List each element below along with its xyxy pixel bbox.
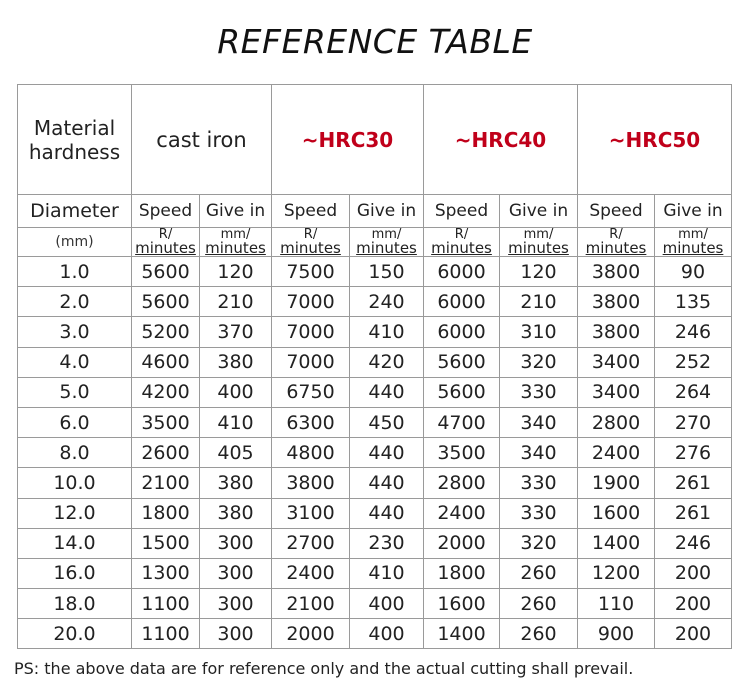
give-in-cell: 300: [200, 619, 272, 649]
give-in-cell: 400: [200, 377, 272, 407]
speed-cell: 4600: [132, 347, 200, 377]
speed-cell: 6000: [424, 317, 500, 347]
speed-header: Speed: [272, 195, 350, 228]
group-header-cast-iron: cast iron: [132, 85, 272, 195]
give-in-cell: 380: [200, 468, 272, 498]
give-in-cell: 240: [350, 287, 424, 317]
data-body: [18, 257, 732, 649]
table-row: [18, 257, 732, 287]
group-header-hrc40: ~HRC40: [424, 85, 578, 195]
speed-cell: 4800: [272, 438, 350, 468]
speed-unit-bottom: minutes: [280, 239, 341, 257]
give-in-cell: 300: [200, 558, 272, 588]
give-in-cell: 210: [200, 287, 272, 317]
table-row: [18, 407, 732, 437]
diameter-cell: 4.0: [18, 347, 132, 377]
speed-cell: 2100: [132, 468, 200, 498]
speed-cell: 3100: [272, 498, 350, 528]
speed-cell: 7500: [272, 257, 350, 287]
give-unit: [200, 228, 272, 257]
speed-cell: 3800: [578, 317, 655, 347]
give-unit-top: mm/: [220, 227, 251, 242]
subheader-row: [18, 195, 732, 228]
give-unit: [655, 228, 732, 257]
give-in-cell: 200: [655, 558, 732, 588]
speed-cell: 110: [578, 589, 655, 619]
give-in-cell: 276: [655, 438, 732, 468]
speed-cell: 6750: [272, 377, 350, 407]
give-in-cell: 270: [655, 407, 732, 437]
units-row: [18, 228, 732, 257]
give-in-cell: 400: [350, 619, 424, 649]
table-row: [18, 498, 732, 528]
speed-cell: 3400: [578, 347, 655, 377]
table-row: [18, 377, 732, 407]
table-row: [18, 558, 732, 588]
give-in-cell: 450: [350, 407, 424, 437]
give-in-cell: 330: [500, 468, 578, 498]
diameter-cell: 3.0: [18, 317, 132, 347]
give-in-cell: 440: [350, 377, 424, 407]
diameter-header: Diameter: [18, 195, 132, 228]
give-in-cell: 200: [655, 589, 732, 619]
table-row: [18, 468, 732, 498]
give-in-cell: 135: [655, 287, 732, 317]
give-in-cell: 405: [200, 438, 272, 468]
speed-cell: 1500: [132, 528, 200, 558]
speed-unit-bottom: minutes: [135, 239, 196, 257]
speed-cell: 5200: [132, 317, 200, 347]
speed-unit-top: R/: [303, 227, 318, 242]
give-in-cell: 410: [200, 407, 272, 437]
speed-unit: [424, 228, 500, 257]
speed-cell: 2400: [424, 498, 500, 528]
speed-cell: 2100: [272, 589, 350, 619]
speed-cell: 1300: [132, 558, 200, 588]
speed-header: Speed: [132, 195, 200, 228]
speed-cell: 6000: [424, 287, 500, 317]
give-in-cell: 370: [200, 317, 272, 347]
give-in-cell: 300: [200, 589, 272, 619]
speed-cell: 2000: [272, 619, 350, 649]
give-in-cell: 246: [655, 317, 732, 347]
diameter-cell: 18.0: [18, 589, 132, 619]
table-row: [18, 589, 732, 619]
speed-cell: 2400: [272, 558, 350, 588]
give-unit-top: mm/: [523, 227, 554, 242]
speed-cell: 2600: [132, 438, 200, 468]
give-unit-bottom: minutes: [508, 239, 569, 257]
give-in-cell: 260: [500, 619, 578, 649]
diameter-cell: 14.0: [18, 528, 132, 558]
speed-cell: 1200: [578, 558, 655, 588]
give-in-cell: 400: [350, 589, 424, 619]
give-in-cell: 310: [500, 317, 578, 347]
give-unit-bottom: minutes: [205, 239, 266, 257]
diameter-cell: 20.0: [18, 619, 132, 649]
speed-cell: 3500: [424, 438, 500, 468]
page-title: REFERENCE TABLE: [217, 22, 533, 61]
give-in-cell: 90: [655, 257, 732, 287]
speed-cell: 2400: [578, 438, 655, 468]
give-in-cell: 380: [200, 347, 272, 377]
group-header-hrc30: ~HRC30: [272, 85, 424, 195]
give-in-cell: 261: [655, 498, 732, 528]
give-in-cell: 200: [655, 619, 732, 649]
give-in-header: Give in: [200, 195, 272, 228]
give-in-cell: 150: [350, 257, 424, 287]
give-in-cell: 300: [200, 528, 272, 558]
give-in-cell: 320: [500, 528, 578, 558]
give-in-cell: 330: [500, 377, 578, 407]
group-header-hrc50: ~HRC50: [578, 85, 732, 195]
reference-table: [17, 84, 732, 649]
speed-header: Speed: [424, 195, 500, 228]
give-in-cell: 440: [350, 438, 424, 468]
give-in-cell: 440: [350, 498, 424, 528]
diameter-cell: 16.0: [18, 558, 132, 588]
give-in-cell: 410: [350, 317, 424, 347]
give-in-header: Give in: [655, 195, 732, 228]
diameter-unit: (mm): [18, 228, 132, 257]
diameter-cell: 12.0: [18, 498, 132, 528]
speed-cell: 3500: [132, 407, 200, 437]
table-row: [18, 287, 732, 317]
table-row: [18, 528, 732, 558]
give-in-header: Give in: [500, 195, 578, 228]
give-in-cell: 120: [200, 257, 272, 287]
speed-cell: 1100: [132, 589, 200, 619]
give-in-cell: 330: [500, 498, 578, 528]
speed-cell: 1800: [132, 498, 200, 528]
speed-cell: 2800: [424, 468, 500, 498]
speed-unit: [272, 228, 350, 257]
speed-cell: 4700: [424, 407, 500, 437]
give-in-cell: 264: [655, 377, 732, 407]
give-unit: [500, 228, 578, 257]
speed-cell: 2000: [424, 528, 500, 558]
footnote: PS: the above data are for reference only and the actual cutting shall prevail.: [14, 659, 634, 678]
speed-cell: 900: [578, 619, 655, 649]
give-in-cell: 320: [500, 347, 578, 377]
give-in-cell: 230: [350, 528, 424, 558]
speed-cell: 2800: [578, 407, 655, 437]
diameter-cell: 8.0: [18, 438, 132, 468]
speed-cell: 7000: [272, 317, 350, 347]
speed-unit-top: R/: [158, 227, 173, 242]
speed-cell: 3800: [272, 468, 350, 498]
speed-unit: [578, 228, 655, 257]
speed-cell: 1800: [424, 558, 500, 588]
speed-cell: 2700: [272, 528, 350, 558]
give-unit-bottom: minutes: [662, 239, 724, 257]
table-row: [18, 619, 732, 649]
table-row: [18, 317, 732, 347]
speed-cell: 4200: [132, 377, 200, 407]
material-hardness-header: Material hardness: [18, 85, 132, 195]
diameter-cell: 2.0: [18, 287, 132, 317]
diameter-cell: 6.0: [18, 407, 132, 437]
diameter-cell: 1.0: [18, 257, 132, 287]
speed-cell: 5600: [132, 287, 200, 317]
diameter-cell: 10.0: [18, 468, 132, 498]
speed-cell: 1600: [424, 589, 500, 619]
give-in-cell: 410: [350, 558, 424, 588]
give-in-cell: 210: [500, 287, 578, 317]
speed-unit-top: R/: [454, 227, 469, 242]
give-unit-bottom: minutes: [356, 239, 417, 257]
speed-cell: 3800: [578, 287, 655, 317]
diameter-cell: 5.0: [18, 377, 132, 407]
header-row: [18, 85, 732, 195]
speed-cell: 3800: [578, 257, 655, 287]
speed-unit-top: R/: [609, 227, 623, 242]
give-in-cell: 440: [350, 468, 424, 498]
speed-cell: 5600: [424, 347, 500, 377]
speed-unit: [132, 228, 200, 257]
give-unit: [350, 228, 424, 257]
give-in-cell: 252: [655, 347, 732, 377]
speed-unit-bottom: minutes: [585, 239, 647, 257]
speed-cell: 1400: [578, 528, 655, 558]
give-in-cell: 246: [655, 528, 732, 558]
speed-cell: 7000: [272, 287, 350, 317]
speed-cell: 1100: [132, 619, 200, 649]
give-in-cell: 340: [500, 438, 578, 468]
speed-cell: 5600: [132, 257, 200, 287]
speed-cell: 5600: [424, 377, 500, 407]
speed-cell: 7000: [272, 347, 350, 377]
give-in-cell: 260: [500, 558, 578, 588]
speed-cell: 6000: [424, 257, 500, 287]
give-in-cell: 261: [655, 468, 732, 498]
speed-cell: 3400: [578, 377, 655, 407]
give-in-cell: 340: [500, 407, 578, 437]
table-row: [18, 438, 732, 468]
speed-unit-bottom: minutes: [431, 239, 492, 257]
give-in-cell: 380: [200, 498, 272, 528]
give-unit-top: mm/: [678, 227, 708, 242]
give-in-header: Give in: [350, 195, 424, 228]
speed-header: Speed: [578, 195, 655, 228]
speed-cell: 6300: [272, 407, 350, 437]
give-unit-top: mm/: [371, 227, 402, 242]
give-in-cell: 120: [500, 257, 578, 287]
speed-cell: 1900: [578, 468, 655, 498]
table-row: [18, 347, 732, 377]
speed-cell: 1400: [424, 619, 500, 649]
give-in-cell: 420: [350, 347, 424, 377]
speed-cell: 1600: [578, 498, 655, 528]
give-in-cell: 260: [500, 589, 578, 619]
